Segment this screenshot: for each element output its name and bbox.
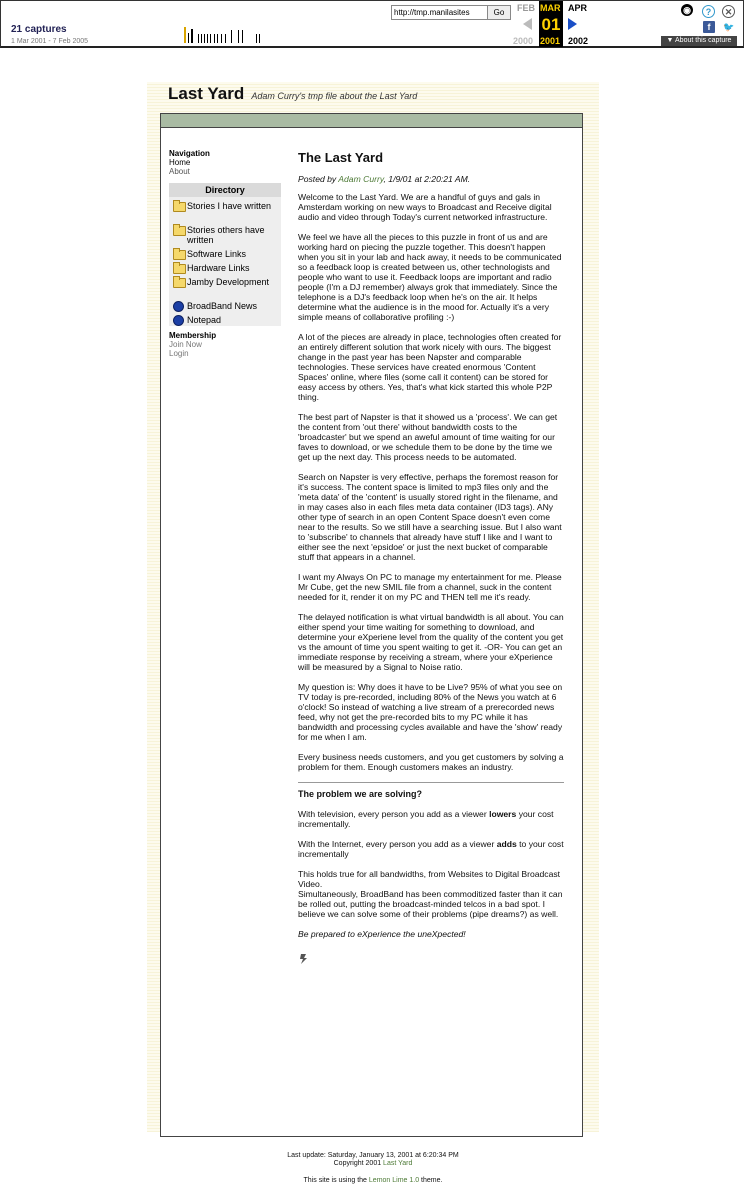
wayback-url-input[interactable]: http://tmp.manilasites [391, 5, 489, 20]
join-now-link[interactable]: Join Now [169, 340, 202, 349]
login-link[interactable]: Login [169, 349, 189, 358]
directory-item-software-links[interactable]: Software Links [187, 249, 247, 259]
theme-credit [0, 1177, 746, 1184]
directory-item-hardware-links[interactable]: Hardware Links [187, 263, 250, 273]
problem-heading: The problem we are solving? [298, 789, 423, 799]
captures-link[interactable]: 21 captures [11, 24, 67, 35]
directory-item-broadband-news[interactable]: BroadBand News [187, 301, 258, 311]
globe-icon [173, 315, 184, 326]
current-month: MAR [540, 3, 561, 13]
article-paragraph: Every business needs customers, and you get customers by solving a problem for them. Enough customers makes an industry. [298, 752, 564, 772]
article-title: The Last Yard [298, 150, 384, 165]
article-paragraph: The best part of Napster is that it showed us a 'process'. We can get the content from 'out there' without bandwidth costs to the 'broadcaster' but we spend an aweful amount of time waiting for our faves to download, or we schedule them to be done by the time we get up the next day. This process needs to be automated. [298, 412, 558, 462]
about-capture-button[interactable]: ▼ About this capture [661, 36, 737, 46]
section-divider [298, 782, 564, 783]
next-month[interactable]: APR [568, 3, 588, 13]
manila-edit-icon[interactable] [298, 953, 309, 965]
directory-item-jamby-development[interactable]: Jamby Development [187, 277, 270, 287]
next-year[interactable]: 2002 [568, 36, 589, 46]
last-update: Last update: Saturday, January 13, 2001 at 6:20:34 PM [287, 1152, 459, 1159]
directory-item-notepad[interactable]: Notepad [187, 315, 222, 325]
go-button[interactable]: Go [487, 5, 511, 20]
frame-header-bar [161, 114, 582, 128]
capture-range: 1 Mar 2001 - 7 Feb 2005 [11, 38, 89, 45]
article-paragraph: I want my Always On PC to manage my entertainment for me. Please Mr Cube, get the new SMIL file from a channel, suck in the content needed for it, render it on my PC and THEN tell me it's ready. [298, 572, 562, 602]
folder-icon [173, 226, 186, 236]
current-year: 2001 [540, 36, 561, 46]
folder-icon [173, 250, 186, 260]
bandwidth-paragraph [298, 869, 564, 919]
theme-text: This site is using the [303, 1177, 369, 1184]
capture-sparkline[interactable] [181, 25, 271, 45]
article-paragraph: Welcome to the Last Yard. We are a handful of guys and gals in Amsterdam working on new ways to Broadcast and Receive digital audio and video through Today's current networked infrastructure. [298, 192, 552, 222]
close-icon[interactable]: ✕ [722, 5, 735, 18]
help-icon[interactable]: ? [702, 5, 715, 18]
prev-capture-arrow-icon[interactable] [523, 18, 532, 30]
author-link[interactable]: Adam Curry [338, 174, 384, 184]
article-paragraph: Search on Napster is very effective, perhaps the foremost reason for it's success. The content space is limited to mp3 files only and the 'meta data' of the 'content' is usually stored right in the filename, and in may cases also in each files meta data container (ID3 tags). ANy other type of search in an open Content Space doesn't even come near to the results. So we still have a searching issue. But I also want to 'subscribe' to channels that already have stuff I like and I want to either see the next 'epsidoe' or just the next bucket of comparable stuff that appears in a channel. [298, 472, 562, 562]
closing-line: Be prepared to eXperience the uneXpected! [298, 929, 466, 939]
copyright-text: Copyright 2001 [333, 1160, 384, 1167]
holds-text: This holds true for all bandwidths, from Websites to Digital Broadcast Video. [298, 869, 561, 889]
site-header [168, 84, 417, 104]
site-title[interactable]: Last Yard [168, 84, 245, 103]
directory-heading: Directory [169, 183, 281, 197]
tv-text-end: your cost incrementally. [298, 809, 554, 829]
wayback-logo-icon[interactable]: ◉ [681, 4, 693, 16]
internet-paragraph [298, 839, 564, 859]
article [298, 150, 564, 967]
simul-text: Simultaneously, BroadBand has been commoditized faster than it can be rolled out, putting the broadcast-minded telcos in a bad spot. I believe we can solve some of their problems (pipe dreams?) as well. [298, 889, 563, 919]
article-paragraph: A lot of the pieces are already in place, technologies often created for an entirely different solution that work nicely with ours. The biggest change in the past year has been Napster and comparable technologies. These services have created enormous 'Content Spaces' online, where files (some call it content) can be stored for easy access by others. Yes, that's what kick started this whole P2P thing. [298, 332, 562, 402]
article-paragraph: My question is: Why does it have to be Live? 95% of what you see on TV today is pre-recorded, including 80% of the News you watch at 6 o'clock! So instead of watching a live stream of a prerecorded news feed, why not get the pre-recorded bits to my PC while it has bandwidth and processing cycles available and have the 'show' ready for me when I am. [298, 682, 563, 742]
theme-text-end: theme. [419, 1177, 443, 1184]
wayback-toolbar [0, 0, 744, 48]
prev-month[interactable]: FEB [517, 3, 535, 13]
membership-heading: Membership [169, 331, 217, 340]
facebook-icon[interactable]: f [703, 21, 715, 33]
tv-text: With television, every person you add as a viewer [298, 809, 490, 819]
posted-prefix: Posted by [298, 174, 339, 184]
article-paragraph: We feel we have all the pieces to this puzzle in front of us and are working hard on piecing the puzzle together. This doesn't happen when you sit in your lab and hack away, it needs to be communicated so a feedback loop is created between us, other technologists and people who want to use it. Feedback loops are important and radio people (I'm a DJ remember) always grok that immediately. Since the telephone is a DJ's feedback loop when he's on the air. It helps determine what the audience is in the mood for. Actually it's a very simple means of collaborative profiling :-) [298, 232, 562, 322]
folder-icon [173, 278, 186, 288]
net-bold: adds [496, 839, 517, 849]
site-subtitle: Adam Curry's tmp file about the Last Yard [251, 91, 418, 101]
copyright-link[interactable]: Last Yard [383, 1160, 413, 1167]
net-text-end: to your cost incrementally [298, 839, 564, 859]
directory-item-stories-i-have-written[interactable]: Stories I have written [187, 201, 272, 211]
tv-bold: lowers [489, 809, 517, 819]
directory-item-stories-others-have-written[interactable]: Stories others have written [187, 225, 265, 245]
article-paragraph: The delayed notification is what virtual bandwidth is all about. You can either spend your time waiting for something to download, and determine your eXperiene level from the quality of the content you get vs the amount of time you spent waiting to get it. -OR- You can get an immediate response by receiving a stream, where your eXperience will be measured by a Signal to Noise ratio. [298, 612, 564, 672]
posted-suffix: , 1/9/01 at 2:20:21 AM. [383, 174, 471, 184]
net-text: With the Internet, every person you add as a viewer [298, 839, 497, 849]
nav-home-link[interactable]: Home [169, 158, 191, 167]
globe-icon [173, 301, 184, 312]
next-capture-arrow-icon[interactable] [568, 18, 577, 30]
posted-byline [298, 174, 564, 184]
tv-paragraph [298, 809, 564, 829]
nav-about-link[interactable]: About [169, 167, 190, 176]
prev-year[interactable]: 2000 [513, 36, 534, 46]
navigation-heading: Navigation [169, 149, 210, 158]
theme-link[interactable]: Lemon Lime 1.0 [368, 1177, 420, 1184]
copyright [0, 1160, 746, 1167]
twitter-icon[interactable]: 🐦 [723, 22, 735, 32]
directory-box [169, 183, 281, 326]
folder-icon [173, 264, 186, 274]
folder-icon [173, 202, 186, 212]
current-day: 01 [541, 15, 561, 34]
